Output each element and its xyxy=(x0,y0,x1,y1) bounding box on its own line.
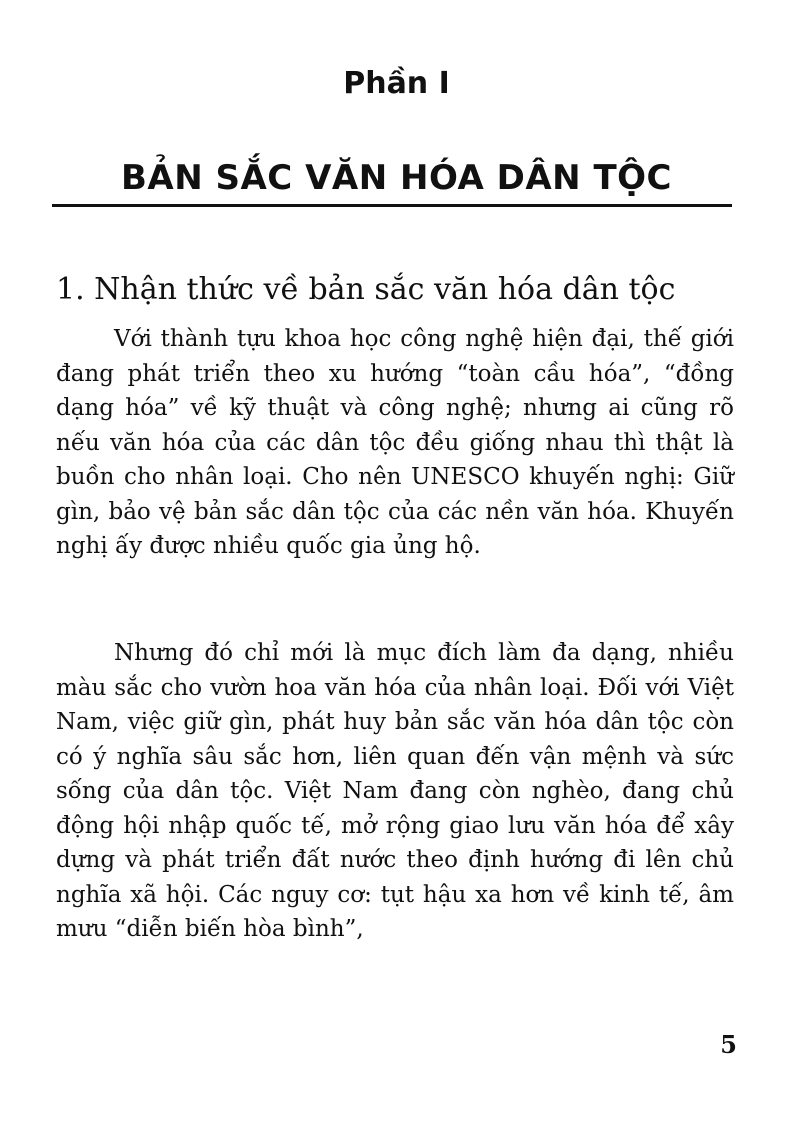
title-underline-rule xyxy=(52,204,732,207)
paragraph-2: Nhưng đó chỉ mới là mục đích làm đa dạng, nhiều màu sắc cho vườn hoa văn hóa của nhân loại. Đối với Việt Nam, việc giữ gìn, phát huy bản sắc văn hóa dân tộc còn có ý nghĩa sâu sắc hơn, liên quan đến vận mệnh và sức sống của dân tộc. Việt Nam đang còn nghèo, đang chủ động hội nhập quốc tế, mở rộng giao lưu văn hóa để xây dựng và phát triển đất nước theo định hướng đi lên chủ nghĩa xã hội. Các nguy cơ: tụt hậu xa hơn về kinh tế, âm mưu “diễn biến hòa bình”, xyxy=(56,640,734,942)
chapter-title: BẢN SẮC VĂN HÓA DÂN TỘC xyxy=(120,158,672,198)
paragraph-1: Với thành tựu khoa học công nghệ hiện đại, thế giới đang phát triển theo xu hướng “toàn cầu hóa”, “đồng dạng hóa” về kỹ thuật và công nghệ; nhưng ai cũng rõ nếu văn hóa của các dân tộc đều giống nhau thì thật là buồn cho nhân loại. Cho nên UNESCO khuyến nghị: Giữ gìn, bảo vệ bản sắc dân tộc của các nền văn hóa. Khuyến nghị ấy được nhiều quốc gia ủng hộ. xyxy=(56,326,734,559)
section-heading: 1. Nhận thức về bản sắc văn hóa dân tộc xyxy=(56,272,676,307)
page-number: 5 xyxy=(720,1030,737,1059)
part-label: Phần I xyxy=(343,66,450,101)
